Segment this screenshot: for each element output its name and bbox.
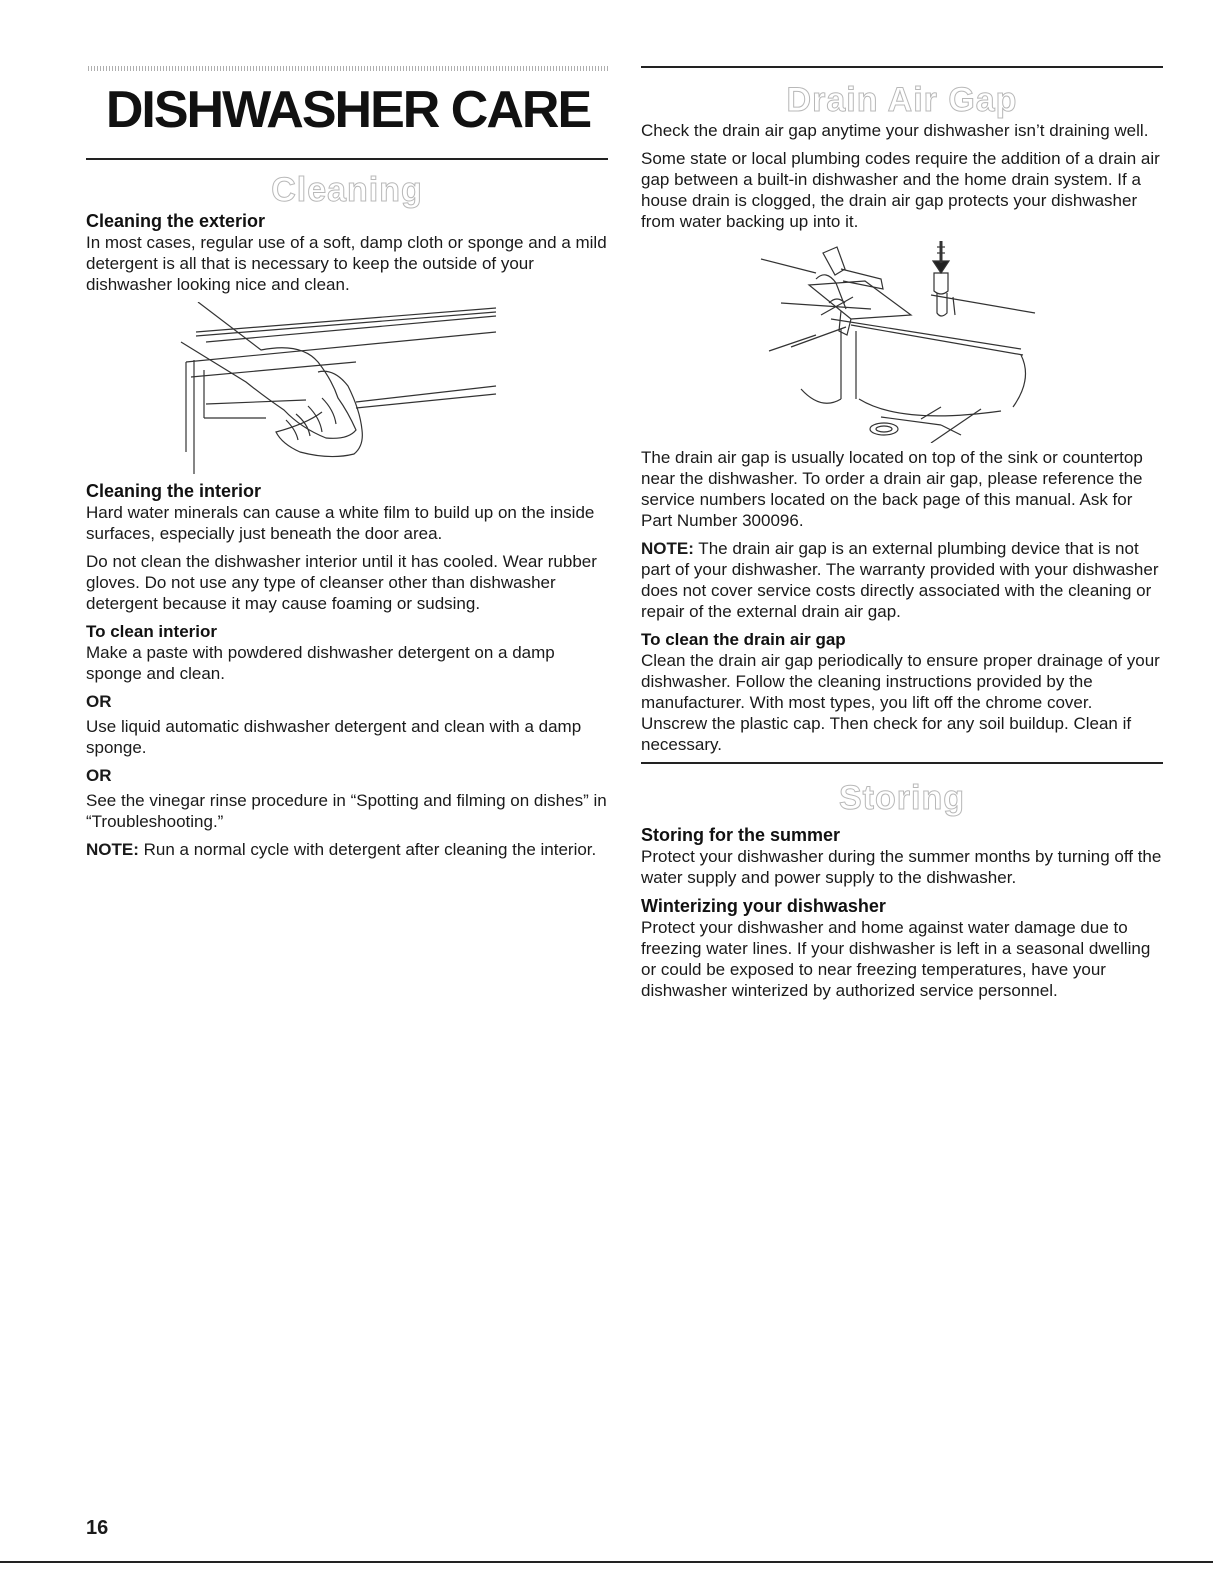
footer-rule (0, 1561, 1213, 1563)
section-heading-cleaning: Cleaning (271, 171, 423, 209)
or-separator-2: OR (86, 766, 112, 785)
drain-air-gap-note (641, 538, 1163, 622)
note-text: The drain air gap is an external plumbing device that is not part of your dishwasher. The warranty provided with your dishwasher does not cover service costs directly associated with the cleaning or repair of the external drain air gap. (641, 539, 1159, 621)
left-column (86, 158, 608, 867)
note-label: NOTE: (641, 539, 694, 558)
note-label: NOTE: (86, 840, 139, 859)
to-clean-drain-air-gap-text: Clean the drain air gap periodically to ensure proper drainage of your dishwasher. Follow the cleaning instructions provided by the manufacturer. With most types, you lift off the chrome cover. Unscrew the plastic cap. Then check for any soil buildup. Clean if necessary. (641, 651, 1160, 754)
drain-air-gap-p3: The drain air gap is usually located on top of the sink or countertop near the dishwasher. To order a drain air gap, please reference the service numbers located on the back page of this manual. Ask for Part Number 300096. (641, 448, 1143, 530)
winterizing-title: Winterizing your dishwasher (641, 896, 886, 916)
drain-air-gap-p1: Check the drain air gap anytime your dishwasher isn’t draining well. (641, 121, 1149, 140)
section-heading-storing: Storing (839, 779, 965, 817)
to-clean-interior-step1: Make a paste with powdered dishwasher detergent on a damp sponge and clean. (86, 643, 555, 683)
cleaning-interior-p1: Hard water minerals can cause a white film to build up on the inside surfaces, especially just beneath the door area. (86, 503, 595, 543)
or-separator-1: OR (86, 692, 112, 711)
storing-summer-title: Storing for the summer (641, 825, 841, 845)
cleaning-interior-p2: Do not clean the dishwasher interior until it has cooled. Wear rubber gloves. Do not use any type of cleanser other than dishwasher detergent because it may cause foaming or sudsing. (86, 552, 597, 613)
header-dotted-rule (88, 66, 608, 71)
page-number: 16 (86, 1517, 109, 1539)
cleaning-interior-note (86, 839, 608, 860)
storing-summer-text: Protect your dishwasher during the summer months by turning off the water supply and power supply to the dishwasher. (641, 847, 1162, 887)
to-clean-interior-title: To clean interior (86, 622, 217, 641)
winterizing-text: Protect your dishwasher and home against water damage due to freezing water lines. If your dishwasher is left in a seasonal dwelling or could be exposed to near freezing temperatures, have your dishwasher winterized by authorized service personnel. (641, 918, 1151, 1000)
page-title: DISHWASHER CARE (105, 81, 591, 139)
drain-air-gap-p2: Some state or local plumbing codes require the addition of a drain air gap between a built-in dishwasher and the home drain system. If a house drain is clogged, the drain air gap protects your dishwasher from water backing up into it. (641, 149, 1160, 231)
sink-air-gap-illustration (641, 239, 1163, 443)
cleaning-interior-title: Cleaning the interior (86, 481, 262, 501)
to-clean-interior-step3: See the vinegar rinse procedure in “Spotting and filming on dishes” in “Troubleshooting.” (86, 791, 607, 831)
section-heading-drain-air-gap: Drain Air Gap (786, 81, 1018, 119)
cleaning-exterior-text: In most cases, regular use of a soft, damp cloth or sponge and a mild detergent is all that is necessary to keep the outside of your dishwasher looking nice and clean. (86, 233, 607, 294)
note-text: Run a normal cycle with detergent after cleaning the interior. (138, 840, 597, 859)
right-column (641, 66, 1163, 1008)
storing-rule (641, 762, 1163, 764)
to-clean-interior-step2: Use liquid automatic dishwasher detergent and clean with a damp sponge. (86, 717, 582, 757)
cleaning-exterior-title: Cleaning the exterior (86, 211, 266, 231)
wiping-door-illustration (86, 302, 608, 474)
to-clean-drain-air-gap-title: To clean the drain air gap (641, 630, 846, 649)
